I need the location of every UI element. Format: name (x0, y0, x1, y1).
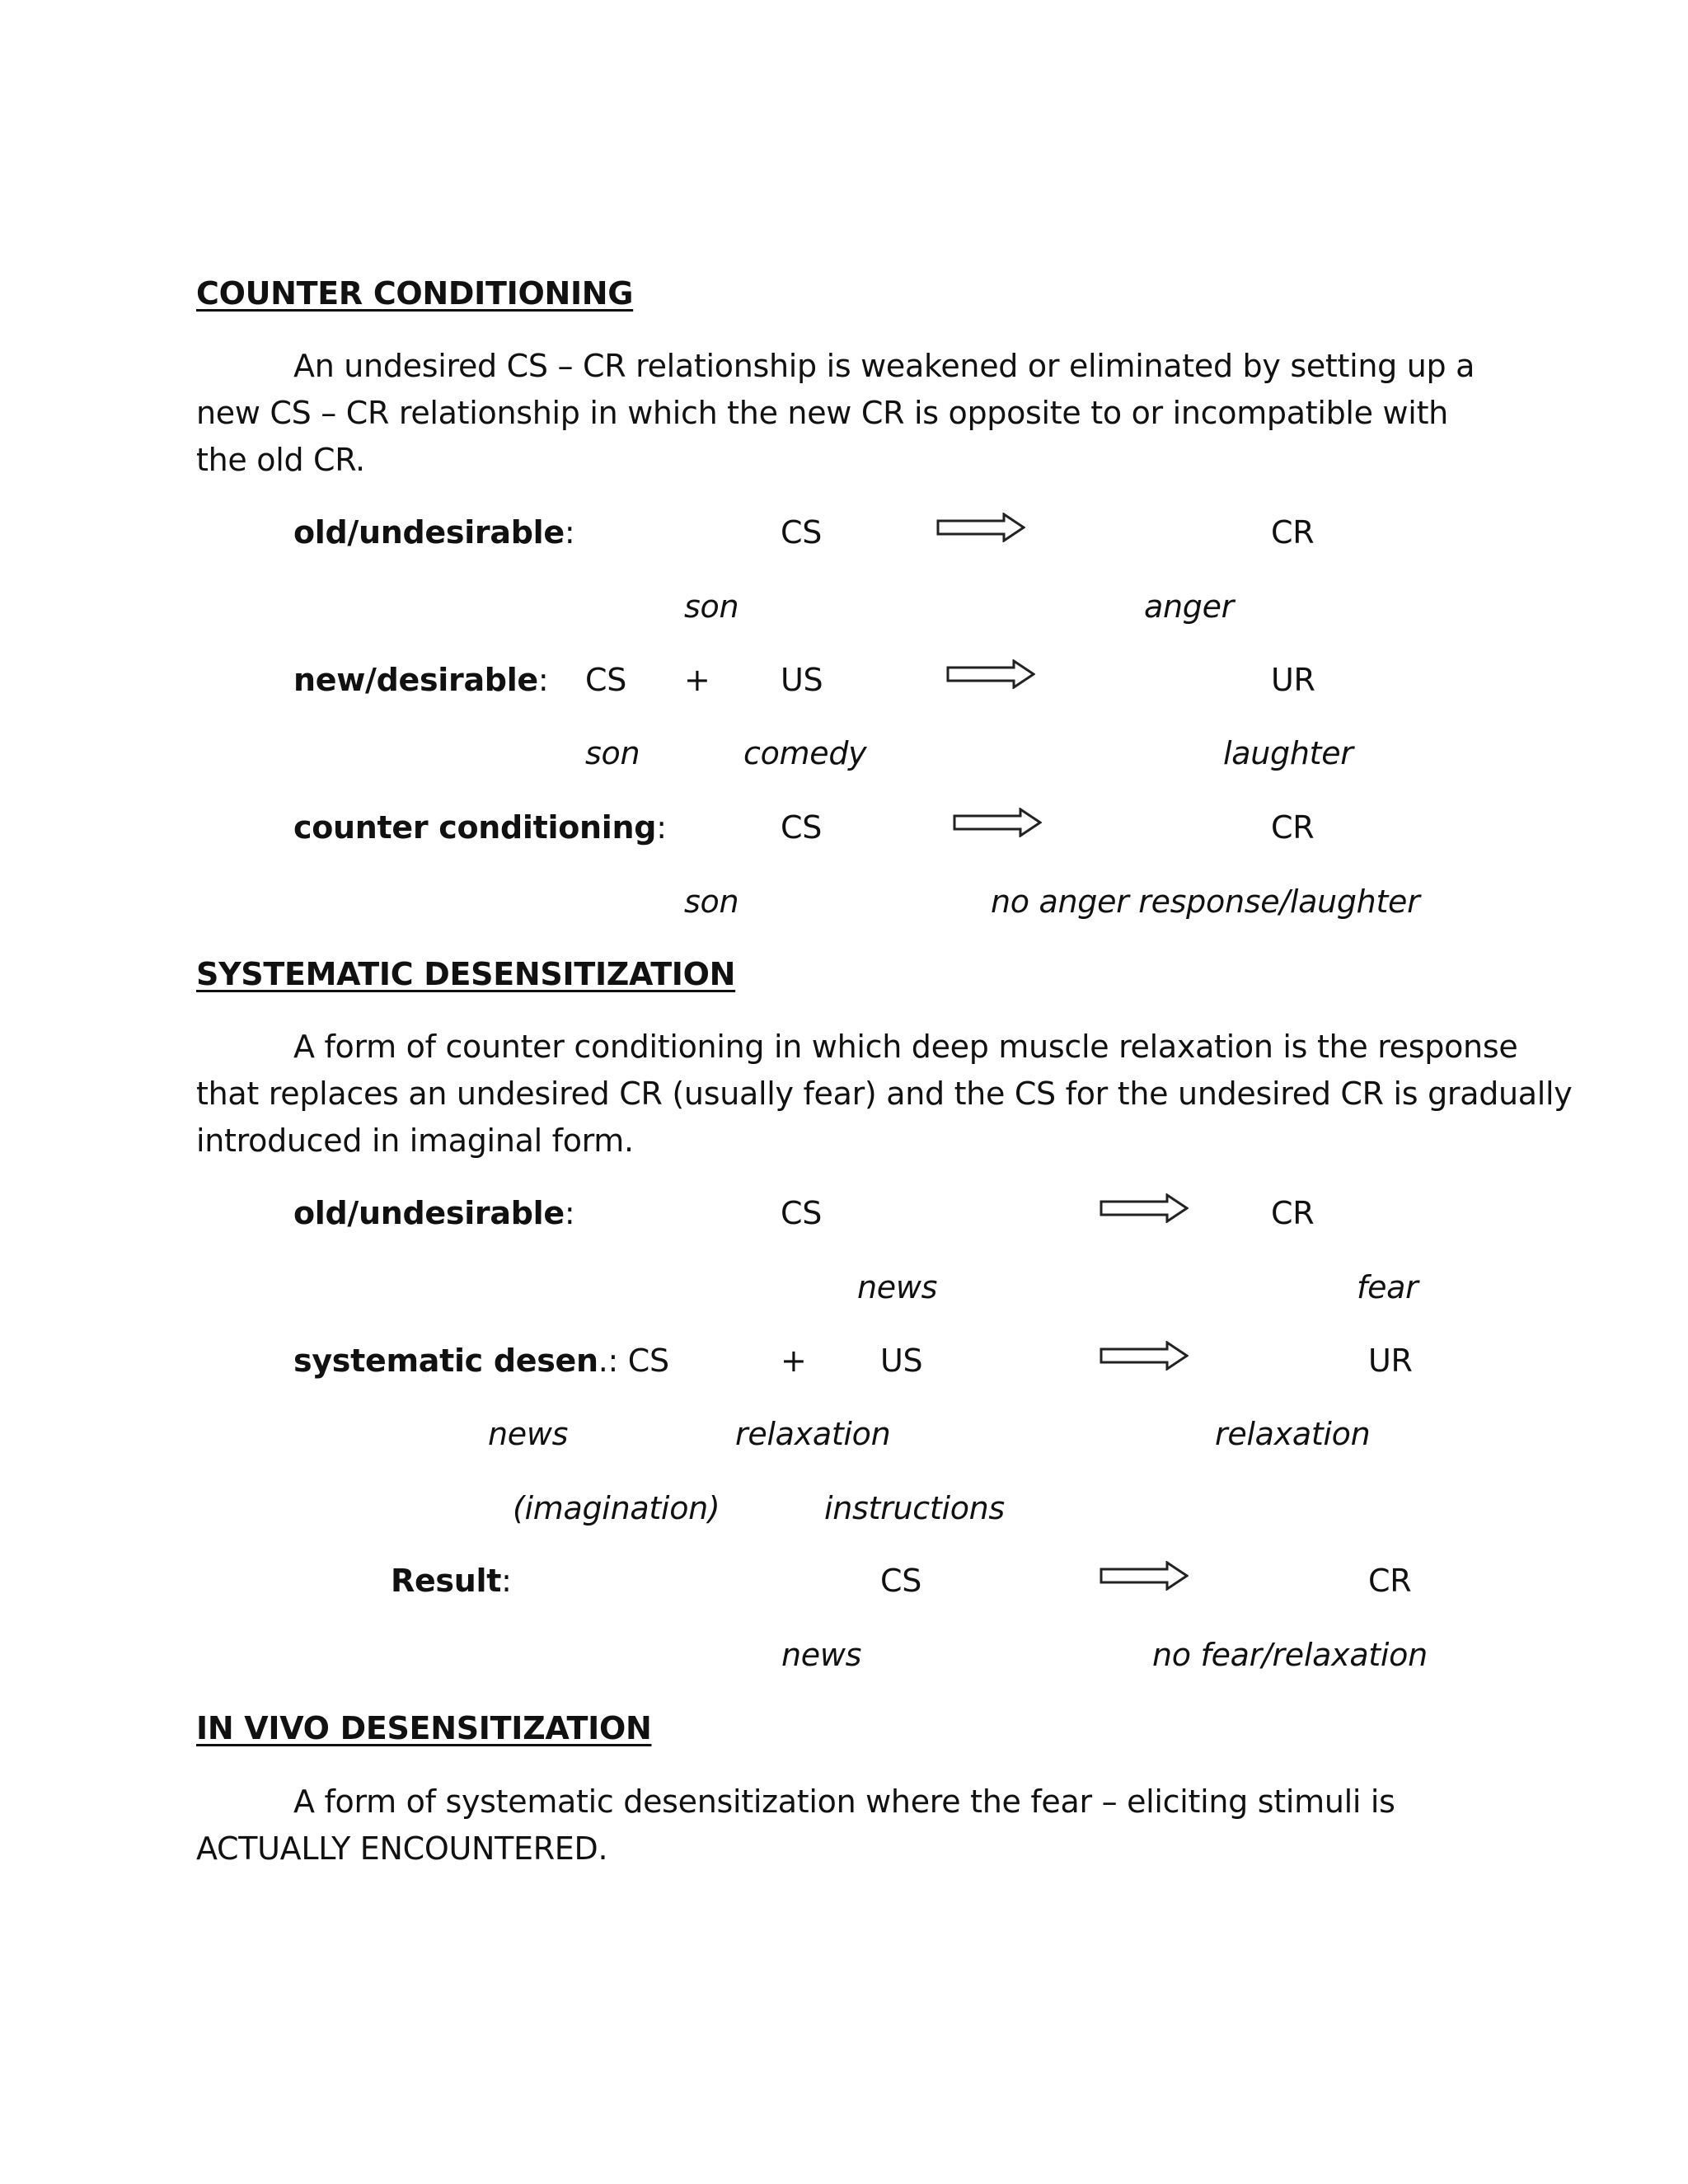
ur-term: UR (1368, 1343, 1413, 1379)
hollow-right-arrow-icon (1100, 1341, 1189, 1371)
example-us: relaxation (735, 1416, 891, 1452)
hollow-right-arrow-icon (1100, 1561, 1189, 1591)
cs-term: CS (781, 514, 823, 551)
example-us: comedy (743, 735, 867, 771)
paragraph-line: An undesired CS – CR relationship is weakened or eliminated by setting up a (293, 348, 1475, 384)
cr-term: CR (1271, 1195, 1315, 1231)
row-label-colon: : (564, 514, 575, 551)
paragraph-line: A form of systematic desensitization where the fear – eliciting stimuli is (293, 1783, 1395, 1820)
cr-term: CR (1271, 809, 1315, 846)
paragraph-line: ACTUALLY ENCOUNTERED. (196, 1830, 608, 1867)
paragraph-line: that replaces an undesired CR (usually fear) and the CS for the undesired CR is gradually (196, 1076, 1573, 1112)
hollow-right-arrow-icon (1100, 1193, 1189, 1223)
example-cs: son (684, 883, 739, 920)
row-label-colon: .: CS (598, 1343, 669, 1379)
row-label-colon: : (501, 1563, 512, 1599)
example-cs: son (684, 588, 739, 625)
section-title-systematic-desensitization: SYSTEMATIC DESENSITIZATION (196, 956, 736, 992)
paragraph-line: the old CR. (196, 442, 365, 478)
cr-term: CR (1368, 1563, 1412, 1599)
plus-sign: + (684, 662, 710, 698)
paragraph-line: introduced in imaginal form. (196, 1122, 634, 1159)
example-cs-note: (imagination) (513, 1490, 720, 1526)
cr-term: CR (1271, 514, 1315, 551)
row-label-text: old/undesirable (293, 514, 565, 551)
cs-term: CS (781, 809, 823, 846)
row-label-colon: : (564, 1195, 575, 1231)
row-label-text: new/desirable (293, 662, 538, 698)
paragraph-line: new CS – CR relationship in which the new CR is opposite to or incompatible with (196, 395, 1448, 431)
us-term: US (781, 662, 823, 698)
example-cs: news (857, 1269, 938, 1305)
row-label-text: systematic desen (293, 1343, 598, 1379)
example-us-note: instructions (824, 1490, 1005, 1526)
row-label-text: counter conditioning (293, 809, 657, 846)
plus-sign: + (781, 1343, 807, 1379)
row-label (293, 509, 574, 555)
cs-term: CS (585, 662, 627, 698)
row-label (391, 1558, 512, 1604)
paragraph-line: A form of counter conditioning in which deep muscle relaxation is the response (293, 1029, 1518, 1065)
example-ur: laughter (1223, 735, 1353, 771)
row-label (293, 1190, 574, 1236)
ur-term: UR (1271, 662, 1315, 698)
hollow-right-arrow-icon (953, 808, 1042, 837)
section-title-counter-conditioning: COUNTER CONDITIONING (196, 275, 634, 312)
row-label-colon: : (537, 662, 549, 698)
example-cr: anger (1144, 588, 1234, 625)
us-term: US (880, 1343, 923, 1379)
row-label (293, 804, 667, 851)
row-label-text: Result (391, 1563, 502, 1599)
cs-term: CS (880, 1563, 922, 1599)
hollow-right-arrow-icon (936, 513, 1025, 542)
example-cr: no fear/relaxation (1152, 1637, 1428, 1673)
example-ur: relaxation (1215, 1416, 1371, 1452)
hollow-right-arrow-icon (946, 659, 1035, 689)
cs-term: CS (781, 1195, 823, 1231)
row-label (293, 657, 548, 703)
example-cs: news (781, 1637, 862, 1673)
row-label (293, 1338, 669, 1384)
section-title-in-vivo-desensitization: IN VIVO DESENSITIZATION (196, 1710, 652, 1746)
example-cs: news (488, 1416, 569, 1452)
row-label-text: old/undesirable (293, 1195, 565, 1231)
row-label-colon: : (656, 809, 667, 846)
example-cr: no anger response/laughter (991, 883, 1420, 920)
example-cs: son (585, 735, 640, 771)
example-cr: fear (1357, 1269, 1418, 1305)
